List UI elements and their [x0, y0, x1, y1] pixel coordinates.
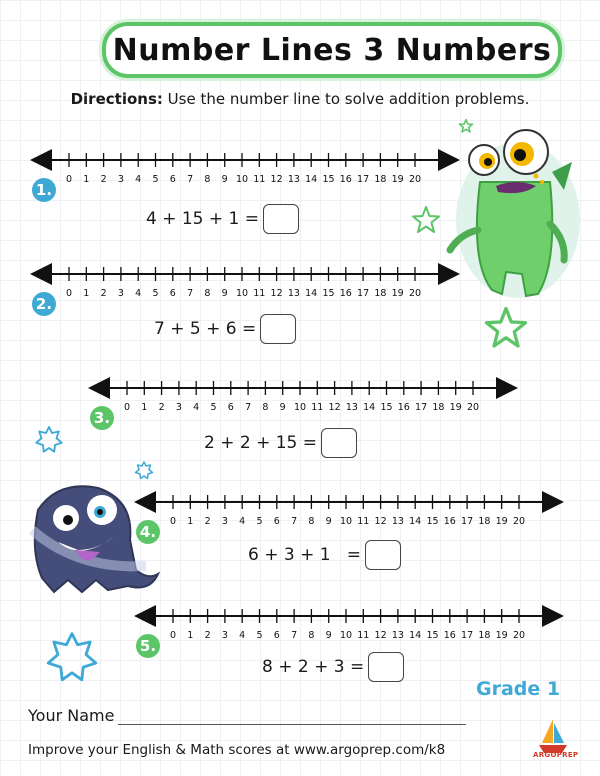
tick-label-15: 15: [322, 288, 335, 299]
problem-4-answer-box[interactable]: [365, 540, 401, 570]
tick-label-7: 7: [291, 630, 298, 641]
tick-label-8: 8: [262, 402, 269, 413]
tick-label-1: 1: [83, 288, 90, 299]
tick-label-8: 8: [308, 630, 315, 641]
tick-label-15: 15: [380, 402, 393, 413]
right-arrow-icon: [496, 377, 518, 399]
number-line-4: [134, 484, 564, 530]
tick-label-2: 2: [158, 402, 165, 413]
problem-5-answer-box[interactable]: [368, 652, 404, 682]
tick-label-14: 14: [305, 174, 318, 185]
tick-label-8: 8: [204, 174, 211, 185]
tick-label-20: 20: [466, 402, 480, 413]
tick-label-20: 20: [408, 174, 422, 185]
name-label: Your Name: [28, 706, 115, 725]
tick-label-20: 20: [512, 516, 526, 527]
tick-label-12: 12: [374, 630, 387, 641]
tick-label-17: 17: [461, 516, 474, 527]
tick-label-13: 13: [391, 516, 404, 527]
tick-label-19: 19: [391, 174, 404, 185]
tick-label-10: 10: [339, 516, 353, 527]
tick-label-9: 9: [279, 402, 286, 413]
tick-label-2: 2: [204, 630, 211, 641]
tick-label-15: 15: [322, 174, 335, 185]
tick-label-14: 14: [409, 630, 422, 641]
problem-3: [0, 368, 600, 468]
tick-label-6: 6: [169, 288, 176, 299]
tick-label-11: 11: [253, 288, 266, 299]
tick-label-0: 0: [123, 402, 131, 413]
tick-label-0: 0: [65, 288, 73, 299]
tick-label-12: 12: [270, 288, 283, 299]
tick-label-13: 13: [287, 288, 300, 299]
tick-label-9: 9: [221, 174, 228, 185]
tick-label-17: 17: [357, 174, 370, 185]
problem-5-badge: 5.: [136, 634, 160, 658]
tick-label-5: 5: [256, 516, 263, 527]
tick-label-10: 10: [235, 288, 249, 299]
tick-label-6: 6: [227, 402, 234, 413]
tick-label-7: 7: [291, 516, 298, 527]
problem-4-badge: 4.: [136, 520, 160, 544]
number-line-5: [134, 598, 564, 644]
tick-label-10: 10: [235, 174, 249, 185]
tick-label-14: 14: [409, 516, 422, 527]
tick-label-3: 3: [117, 288, 124, 299]
tick-label-7: 7: [245, 402, 252, 413]
tick-label-10: 10: [339, 630, 353, 641]
tick-label-1: 1: [187, 516, 194, 527]
tick-label-2: 2: [100, 174, 107, 185]
tick-label-2: 2: [100, 288, 107, 299]
directions: [0, 90, 600, 108]
problem-2-equation: 7 + 5 + 6 =: [154, 314, 296, 344]
problem-3-equation: 2 + 2 + 15 =: [204, 428, 357, 458]
tick-label-12: 12: [328, 402, 341, 413]
tick-label-4: 4: [135, 174, 142, 185]
tick-label-4: 4: [193, 402, 200, 413]
tick-label-15: 15: [426, 516, 439, 527]
tick-label-17: 17: [357, 288, 370, 299]
tick-label-1: 1: [83, 174, 90, 185]
tick-label-6: 6: [169, 174, 176, 185]
large-blue-flower-icon: [44, 628, 100, 684]
tick-label-14: 14: [363, 402, 376, 413]
problem-3-badge: 3.: [90, 406, 114, 430]
tick-label-12: 12: [374, 516, 387, 527]
tick-label-10: 10: [293, 402, 307, 413]
tick-label-16: 16: [443, 630, 456, 641]
tick-label-18: 18: [478, 630, 491, 641]
number-line-3: [88, 370, 518, 416]
tick-label-19: 19: [495, 516, 508, 527]
tick-label-3: 3: [221, 630, 228, 641]
tick-label-4: 4: [239, 516, 246, 527]
name-row: [28, 706, 466, 725]
large-star-icon: [482, 304, 530, 352]
tick-label-17: 17: [461, 630, 474, 641]
blue-flower-icon: [34, 424, 64, 454]
tick-label-9: 9: [221, 288, 228, 299]
tick-label-15: 15: [426, 630, 439, 641]
left-arrow-icon: [30, 149, 52, 171]
tick-label-16: 16: [443, 516, 456, 527]
tick-label-13: 13: [391, 630, 404, 641]
tick-label-16: 16: [339, 288, 352, 299]
tick-label-11: 11: [357, 516, 370, 527]
tick-label-3: 3: [117, 174, 124, 185]
tick-label-19: 19: [391, 288, 404, 299]
tick-label-20: 20: [408, 288, 422, 299]
purple-monster-illustration: [18, 470, 168, 600]
tick-label-13: 13: [287, 174, 300, 185]
small-star-icon: [458, 118, 474, 134]
tick-label-3: 3: [221, 516, 228, 527]
number-line-2: [30, 256, 460, 302]
tick-label-8: 8: [308, 516, 315, 527]
page-title: Number Lines 3 Numbers: [112, 32, 552, 68]
grade-label: Grade 1: [476, 678, 561, 700]
tick-label-18: 18: [478, 516, 491, 527]
problem-1-badge: 1.: [32, 178, 56, 202]
tick-label-0: 0: [169, 516, 177, 527]
tick-label-19: 19: [449, 402, 462, 413]
name-input-line[interactable]: [118, 708, 466, 725]
tick-label-5: 5: [152, 288, 159, 299]
tick-label-6: 6: [273, 630, 280, 641]
problem-1-answer-box[interactable]: [263, 204, 299, 234]
tick-label-18: 18: [432, 402, 445, 413]
tick-label-3: 3: [175, 402, 182, 413]
title-banner: [102, 22, 562, 78]
directions-label: Directions:: [70, 90, 163, 108]
tick-label-5: 5: [210, 402, 217, 413]
tick-label-17: 17: [415, 402, 428, 413]
tick-label-4: 4: [135, 288, 142, 299]
tick-label-0: 0: [65, 174, 73, 185]
tick-label-2: 2: [204, 516, 211, 527]
tick-label-7: 7: [187, 288, 194, 299]
tick-label-20: 20: [512, 630, 526, 641]
tick-label-6: 6: [273, 516, 280, 527]
footer-text: Improve your English & Math scores at www.argoprep.com/k8: [28, 742, 446, 758]
left-arrow-icon: [134, 605, 156, 627]
argoprep-logo-text: ARGOPREP: [533, 751, 579, 759]
star-outline-icon: [410, 204, 442, 236]
tick-label-16: 16: [397, 402, 410, 413]
directions-text: Use the number line to solve addition problems.: [167, 90, 530, 108]
tick-label-14: 14: [305, 288, 318, 299]
tick-label-1: 1: [141, 402, 148, 413]
problem-3-answer-box[interactable]: [321, 428, 357, 458]
right-arrow-icon: [542, 491, 564, 513]
problem-4-equation: 6 + 3 + 1 =: [248, 540, 401, 570]
number-line-1: [30, 142, 460, 188]
left-arrow-icon: [30, 263, 52, 285]
tick-label-4: 4: [239, 630, 246, 641]
tick-label-18: 18: [374, 174, 387, 185]
problem-2-answer-box[interactable]: [260, 314, 296, 344]
tick-label-13: 13: [345, 402, 358, 413]
tick-label-7: 7: [187, 174, 194, 185]
tick-label-11: 11: [311, 402, 324, 413]
tick-label-11: 11: [357, 630, 370, 641]
problem-5-equation: 8 + 2 + 3 =: [262, 652, 404, 682]
green-monster-illustration: [440, 112, 590, 312]
tick-label-8: 8: [204, 288, 211, 299]
tick-label-0: 0: [169, 630, 177, 641]
tick-label-9: 9: [325, 516, 332, 527]
tick-label-12: 12: [270, 174, 283, 185]
tick-label-1: 1: [187, 630, 194, 641]
tick-label-19: 19: [495, 630, 508, 641]
tick-label-5: 5: [256, 630, 263, 641]
right-arrow-icon: [542, 605, 564, 627]
tick-label-9: 9: [325, 630, 332, 641]
left-arrow-icon: [88, 377, 110, 399]
tick-label-16: 16: [339, 174, 352, 185]
problem-2-badge: 2.: [32, 292, 56, 316]
tick-label-18: 18: [374, 288, 387, 299]
tick-label-11: 11: [253, 174, 266, 185]
tick-label-5: 5: [152, 174, 159, 185]
problem-1-equation: 4 + 15 + 1 =: [146, 204, 299, 234]
